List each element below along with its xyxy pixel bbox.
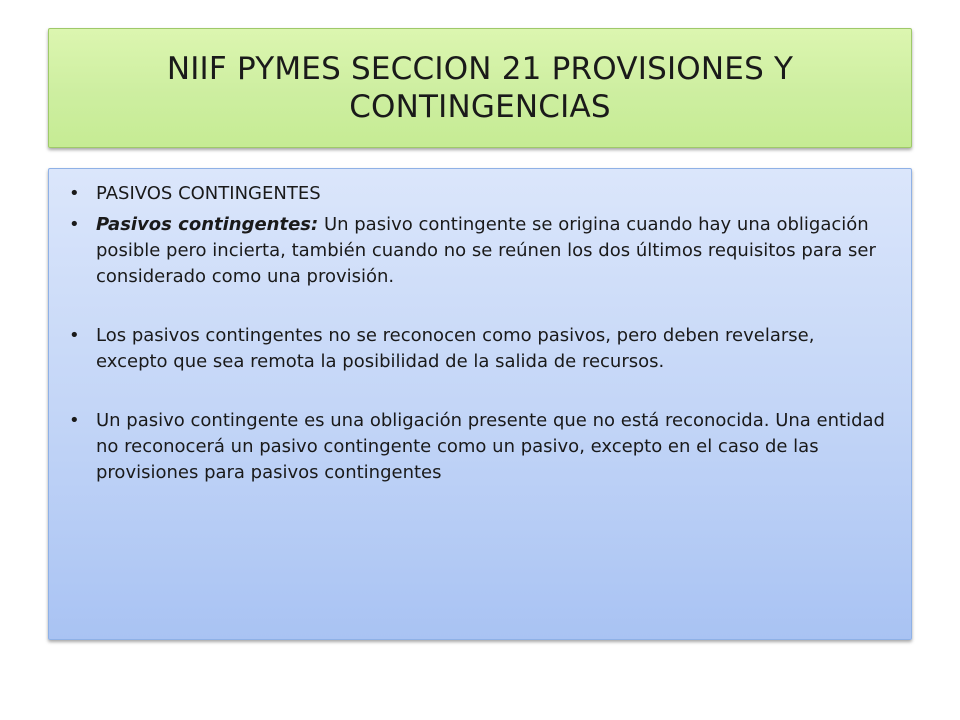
bullet-item-present-obligation (69, 408, 887, 486)
bullet-text: Un pasivo contingente se origina cuando hay una obligación posible pero incierta, también cuando no se reúnen los dos últimos requisitos para ser considerado como una provisión. (96, 214, 876, 287)
bullet-list (49, 169, 911, 486)
bullet-emphasis-label: Pasivos contingentes: (96, 214, 319, 235)
bullet-item-definition (69, 212, 887, 290)
bullet-icon: • (69, 410, 80, 431)
bullet-icon: • (69, 325, 80, 346)
bullet-text: Los pasivos contingentes no se reconocen como pasivos, pero deben revelarse, excepto que sea remota la posibilidad de la salida de recursos. (96, 325, 815, 372)
bullet-item-recognition (69, 323, 887, 375)
bullet-icon: • (69, 214, 80, 235)
slide-title-box (48, 28, 912, 148)
slide-content-box (48, 168, 912, 640)
bullet-icon: • (69, 183, 80, 204)
bullet-item-pasivos-contingentes-heading (69, 181, 887, 207)
bullet-text: PASIVOS CONTINGENTES (96, 183, 321, 204)
bullet-text: Un pasivo contingente es una obligación presente que no está reconocida. Una entidad no reconocerá un pasivo contingente como un pasivo, excepto en el caso de las provisiones para pasivos contingentes (96, 410, 885, 483)
slide-title: NIIF PYMES SECCION 21 PROVISIONES Y CONTINGENCIAS (166, 51, 794, 125)
